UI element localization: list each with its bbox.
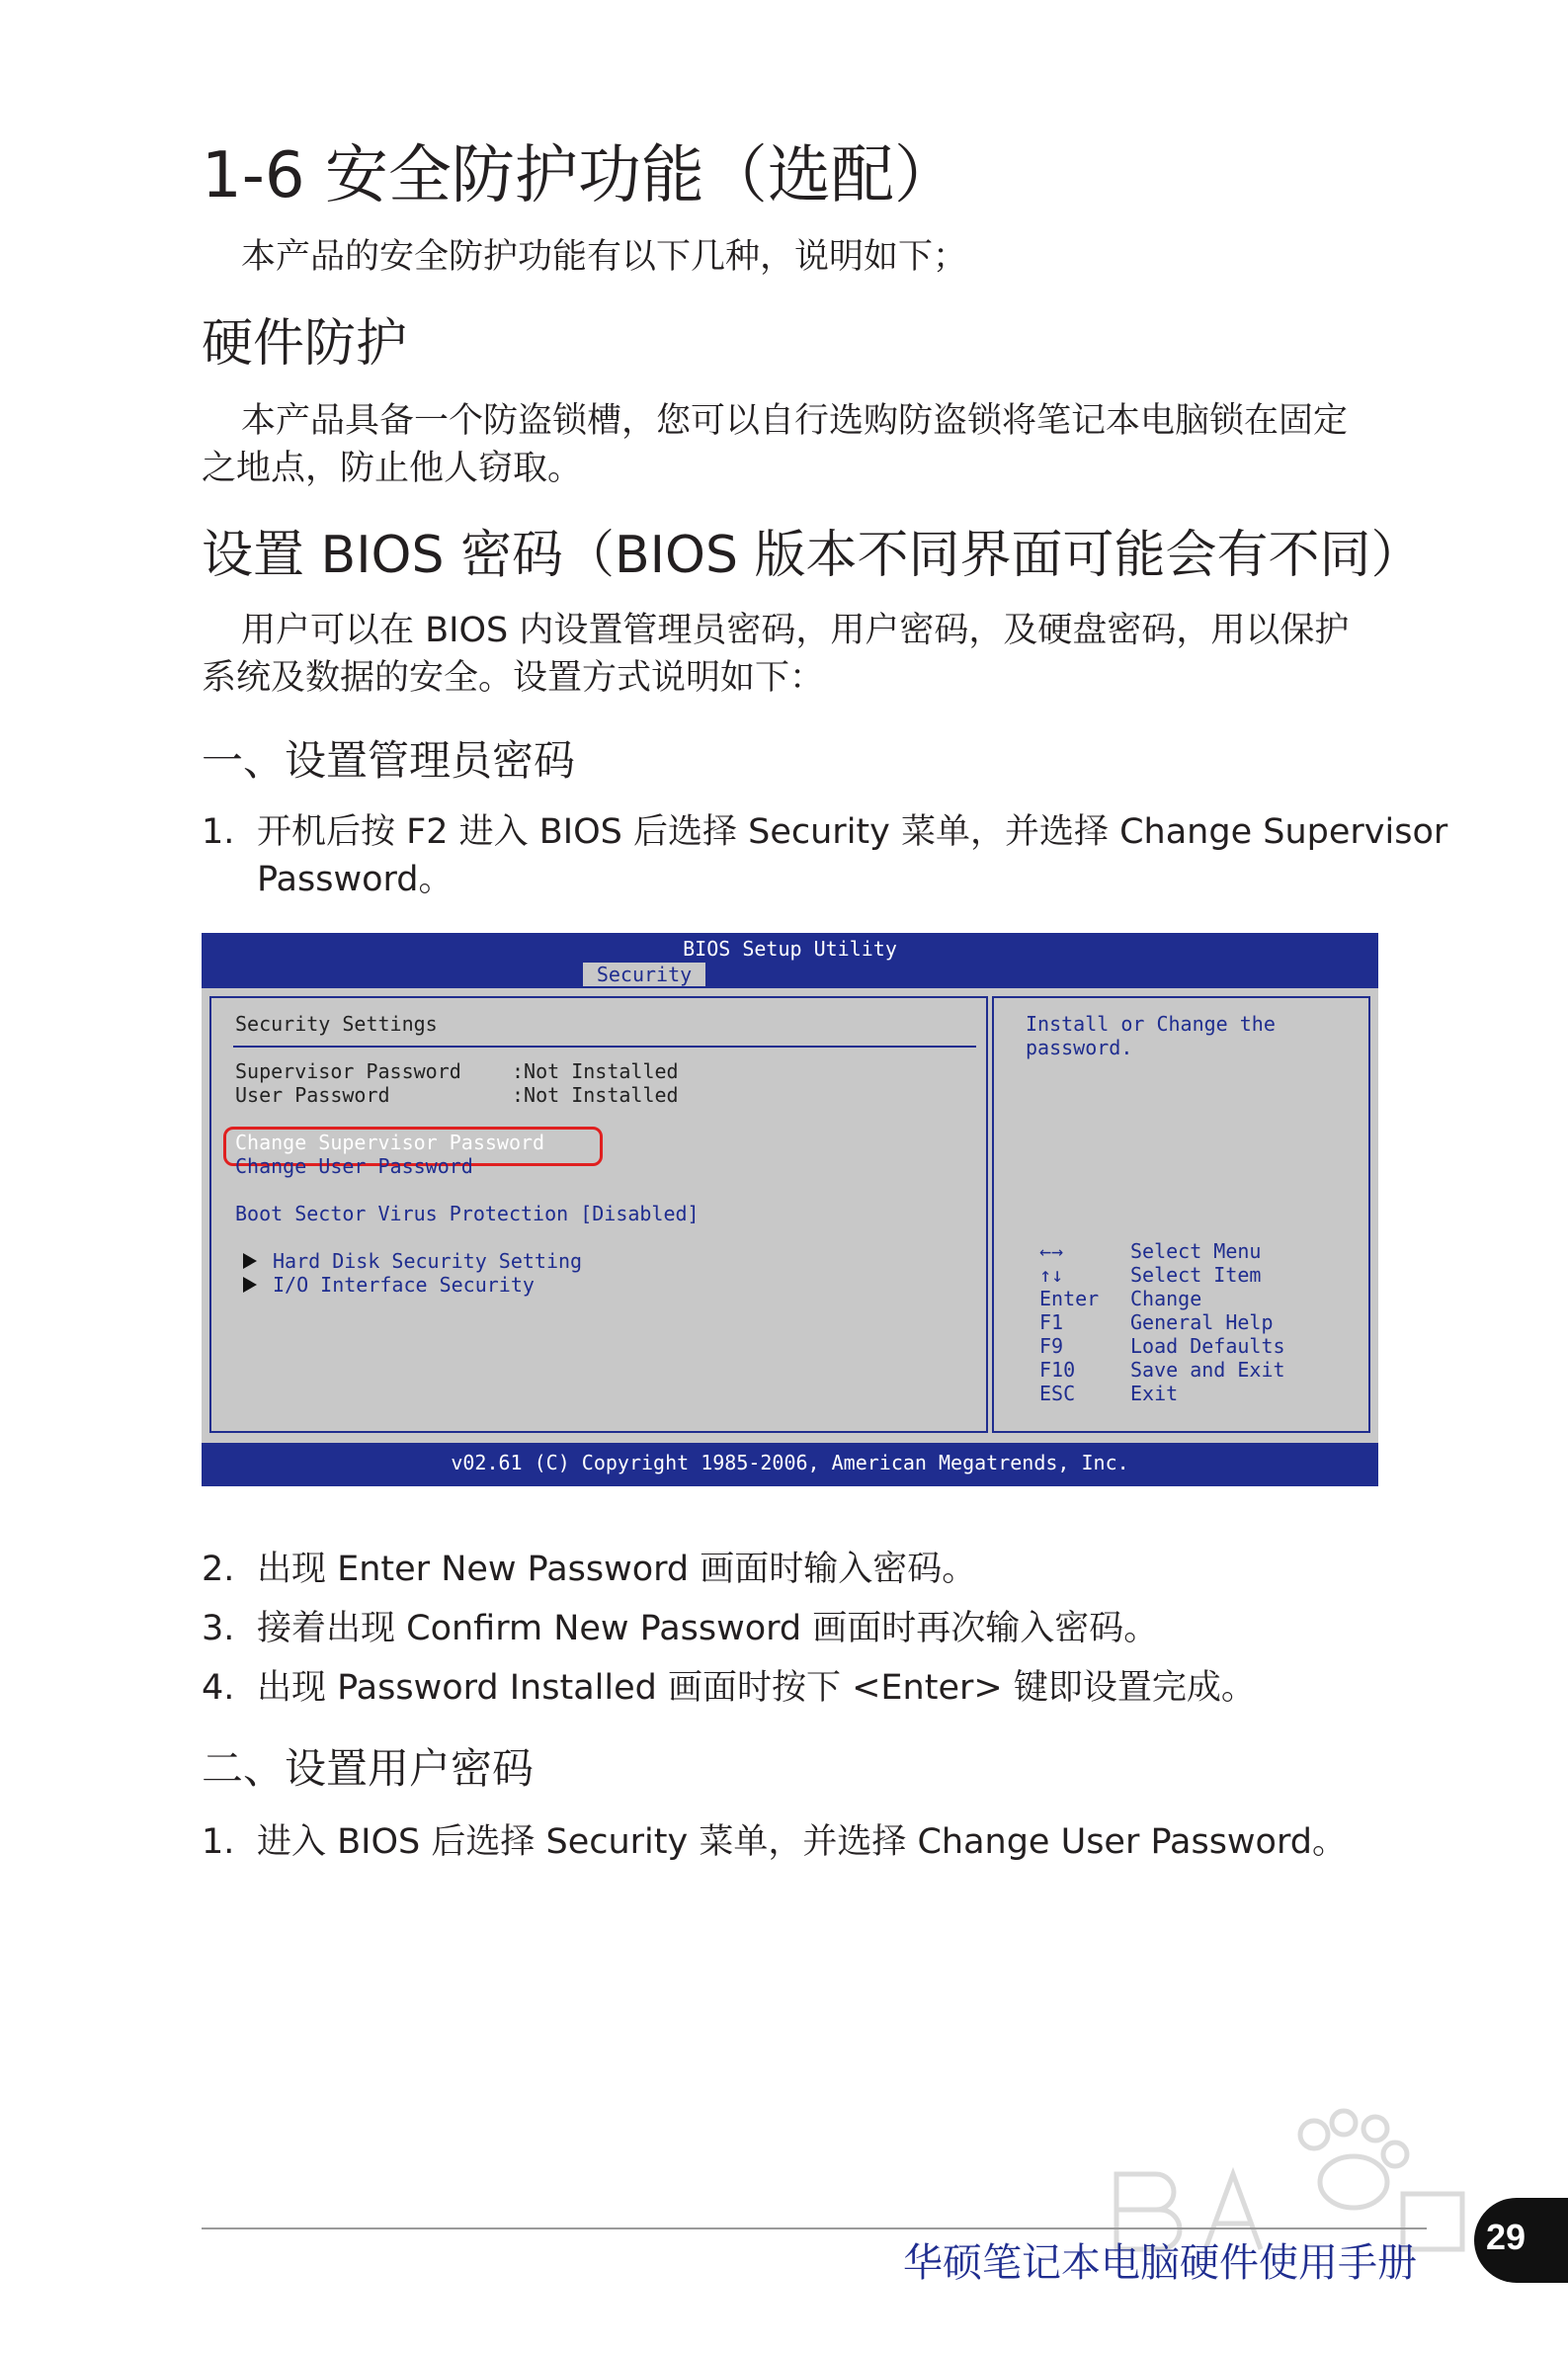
bios-divider [233, 1046, 976, 1048]
watermark-logo [1107, 2105, 1482, 2253]
bios-screenshot [202, 933, 1378, 1486]
step-text: 出现 Enter New Password 画面时输入密码。 [257, 1550, 977, 1589]
hardware-paragraph-line2: 之地点，防止他人窃取。 [202, 449, 583, 488]
bios-change-supervisor: Change Supervisor Password [235, 1131, 545, 1154]
bios-key: F9 [1039, 1334, 1064, 1358]
bios-key: ↑↓ [1039, 1263, 1064, 1287]
bios-key-action: Select Menu [1130, 1239, 1262, 1263]
page-title: 1-6 安全防护功能（选配） [202, 139, 957, 212]
bios-help-panel [992, 996, 1370, 1433]
bios-body [202, 988, 1378, 1443]
step-text: 开机后按 F2 进入 BIOS 后选择 Security 菜单，并选择 Change Supervisor [257, 812, 1448, 852]
step-text-continued: Password。 [257, 860, 454, 899]
footer-divider [202, 2227, 1427, 2229]
step-number: 2. [202, 1550, 235, 1589]
bios-key-action: General Help [1130, 1310, 1274, 1334]
bios-key-action: Exit [1130, 1382, 1179, 1405]
step-text: 出现 Password Installed 画面时按下 <Enter> 键即设置完成。 [257, 1668, 1256, 1708]
submenu-arrow-icon [243, 1253, 257, 1269]
bios-key-action: Load Defaults [1130, 1334, 1285, 1358]
bios-password-heading: 设置 BIOS 密码（BIOS 版本不同界面可能会有不同） [202, 526, 1423, 585]
bios-main-panel [209, 996, 988, 1433]
bios-key-action: Select Item [1130, 1263, 1262, 1287]
bios-help-line1: Install or Change the [1026, 1012, 1276, 1036]
bios-key: ←→ [1039, 1239, 1064, 1263]
step-text: 接着出现 Confirm New Password 画面时再次输入密码。 [257, 1609, 1159, 1648]
bios-password-paragraph-line2: 系统及数据的安全。设置方式说明如下： [202, 658, 825, 698]
hardware-paragraph-line1: 本产品具备一个防盗锁槽，您可以自行选购防盗锁将笔记本电脑锁在固定 [241, 401, 1349, 441]
bios-key-action: Change [1130, 1287, 1202, 1310]
bios-supervisor-label: Supervisor Password [235, 1059, 461, 1083]
bios-hard-disk-security: Hard Disk Security Setting [273, 1249, 583, 1273]
bios-key-action: Save and Exit [1130, 1358, 1285, 1382]
step-number: 4. [202, 1668, 235, 1708]
hardware-heading: 硬件防护 [202, 314, 408, 374]
bios-supervisor-value: :Not Installed [512, 1059, 679, 1083]
bios-key: ESC [1039, 1382, 1076, 1405]
bios-copyright: v02.61 (C) Copyright 1985-2006, American Megatrends, Inc. [451, 1451, 1129, 1474]
step-number: 1. [202, 812, 235, 852]
bios-title: BIOS Setup Utility [683, 937, 897, 961]
bios-help-line2: password. [1026, 1036, 1133, 1059]
bios-change-user: Change User Password [235, 1154, 473, 1178]
bios-io-interface-security: I/O Interface Security [273, 1273, 535, 1297]
bios-section-title: Security Settings [235, 1012, 438, 1036]
step-number: 1. [202, 1822, 235, 1862]
bios-boot-sector: Boot Sector Virus Protection [Disabled] [235, 1202, 700, 1225]
manual-title: 华硕笔记本电脑硬件使用手册 [903, 2240, 1417, 2286]
bios-tab-security: Security [583, 963, 705, 986]
bios-key: F1 [1039, 1310, 1064, 1334]
bios-key: F10 [1039, 1358, 1076, 1382]
section2-heading: 二、设置用户密码 [202, 1744, 535, 1793]
step-number: 3. [202, 1609, 235, 1648]
step-text: 进入 BIOS 后选择 Security 菜单，并选择 Change User Password。 [257, 1822, 1347, 1862]
intro-paragraph: 本产品的安全防护功能有以下几种，说明如下； [241, 237, 968, 277]
bios-user-label: User Password [235, 1083, 390, 1107]
bios-password-paragraph-line1: 用户可以在 BIOS 内设置管理员密码，用户密码，及硬盘密码，用以保护 [241, 611, 1350, 650]
section1-heading: 一、设置管理员密码 [202, 736, 576, 785]
bios-key: Enter [1039, 1287, 1100, 1310]
bios-user-value: :Not Installed [512, 1083, 679, 1107]
submenu-arrow-icon [243, 1277, 257, 1293]
page-number: 29 [1486, 2217, 1527, 2257]
